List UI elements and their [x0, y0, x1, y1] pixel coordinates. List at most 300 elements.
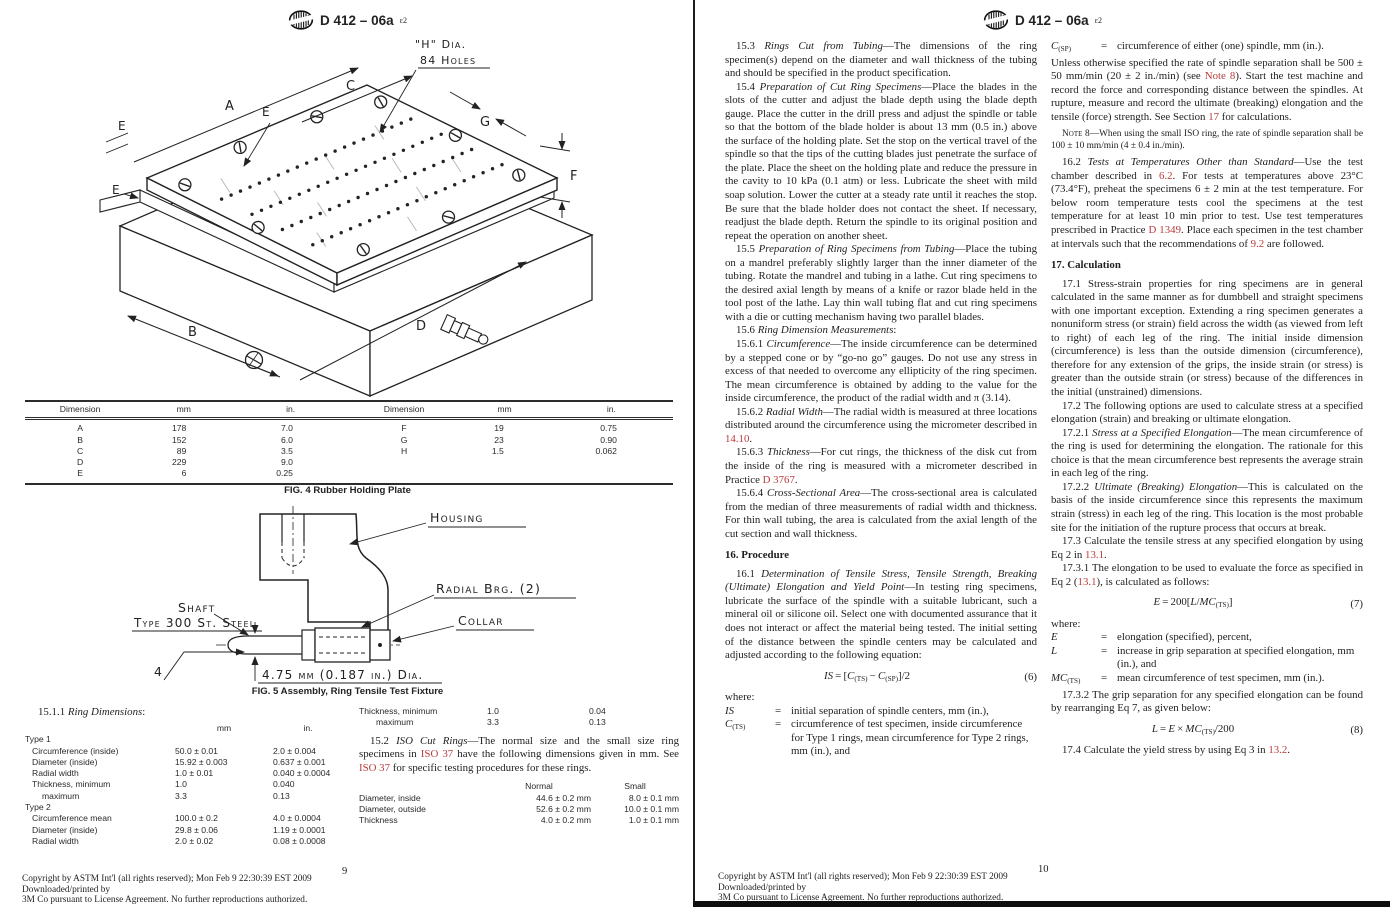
table-cell: 44.6 ± 0.2 mm — [536, 792, 591, 803]
page10-right-column — [1051, 40, 1363, 862]
text-segment: 17.1 Stress-strain properties for ring specimens are in general calculated in the same manner as for dumbbell and straight specimens with one important exception. Extending a ring specimen generates a nonuniform stress (or strain) field across the width (as viewed from left to right) of each leg of the ring. The initial inside dimension (circumference) is less than the outside dimension (circumference), therefore for any extension of the grips, the inside strain (or stress) is greater than the outside strain (or stress) because of the differences in the initial (unstrained) dimensions. — [1051, 277, 1363, 399]
table-cell: 29.8 ± 0.06 — [175, 824, 218, 835]
text-segment: = — [1157, 722, 1169, 735]
hole-dot — [281, 228, 284, 231]
dim-label-E3: E — [262, 105, 271, 119]
table-cell: Dimension — [25, 404, 135, 420]
table-cell — [349, 468, 459, 479]
hole-dot — [409, 117, 412, 120]
table-cell: 6 — [181, 468, 187, 479]
paragraph — [725, 691, 1037, 705]
copyright-line1: Copyright by ASTM Int'l (all rights reserved); Mon Feb 9 22:30:39 EST 2009 — [22, 874, 312, 884]
table-cell: A — [77, 423, 83, 434]
fig4-dimension-table — [25, 400, 673, 485]
dim-label-C: C — [346, 79, 357, 94]
text-segment: L — [1051, 644, 1058, 657]
text-segment: 17.2 The following options are used to calculate stress at a specified elongation (strain) and breaking or ultimate elongation. — [1051, 399, 1363, 426]
hole-dot — [326, 181, 329, 184]
paragraph — [725, 81, 1037, 244]
table-cell — [25, 723, 175, 734]
hole-dot — [317, 185, 320, 188]
text-segment: 17.2.2 — [1062, 480, 1095, 493]
shaft-label-line1: Shaft — [178, 600, 216, 615]
table-cell: 52.6 ± 0.2 mm — [536, 803, 591, 814]
text-segment: 17.3.1 The elongation to be used to evaluate the force as specified in Eq 2 ( — [1051, 562, 1363, 588]
surface-finish-number: 4 — [154, 664, 164, 679]
paragraph — [1051, 618, 1363, 632]
table-cell: 0.040 — [273, 779, 295, 790]
hole-dot — [328, 208, 331, 211]
section-heading: 17. Calculation — [1051, 259, 1121, 272]
text-segment: = 200[ — [1160, 596, 1191, 609]
text-segment: Determination of Tensile Stress, Tensile Strength, Breaking (Ultimate) Elongation and Yield Point — [725, 567, 1037, 594]
hole-dot — [300, 220, 303, 223]
table-cell: 1.0 — [175, 779, 187, 790]
text-segment: . — [794, 473, 798, 486]
text-segment: 17.3 Calculate the tensile stress at any specified elongation by using Eq 2 in — [1051, 535, 1363, 561]
table-cell: 0.13 — [273, 790, 290, 801]
hole-dot — [311, 243, 314, 246]
table-cell: Diameter, outside — [359, 803, 426, 814]
hole-dot — [343, 145, 346, 148]
front-face-screw — [246, 352, 263, 369]
screw-head — [234, 141, 246, 153]
definition-term — [1051, 631, 1101, 645]
text-segment: 15.6.3 — [736, 446, 768, 459]
paragraph — [725, 446, 1037, 487]
text-segment: 17.2.1 — [1062, 426, 1093, 439]
collar — [370, 630, 390, 660]
table-cell: 3.3 — [175, 790, 187, 801]
text-segment: × — [1174, 722, 1186, 735]
hole-callout-line2: 84 Holes — [420, 54, 477, 67]
text-segment: —The cross-sectional area is calculated from the median of three measurements of radial width and thickness. For thin wall tubing, the area is calculated from the axial length of the cut section and wall thickness. — [725, 487, 1037, 540]
screw-head — [357, 244, 369, 256]
hole-dot — [413, 172, 416, 175]
page9-header — [0, 10, 695, 30]
astm-logo — [288, 10, 314, 30]
table-cell: 3.5 — [281, 445, 293, 456]
page9-number: 9 — [342, 866, 348, 877]
screw-head — [449, 129, 461, 141]
definition-term — [1051, 672, 1101, 689]
hole-dot — [491, 167, 494, 170]
table-cell: 50.0 ± 0.01 — [175, 745, 218, 756]
copyright-line2: Downloaded/printed by — [22, 884, 111, 895]
table-cell: B — [77, 434, 83, 445]
text-segment: 15.5 — [736, 243, 759, 256]
hole-dot — [338, 204, 341, 207]
hole-dot — [415, 199, 418, 202]
standard-revision-sup: ε2 — [1094, 15, 1102, 25]
shaft-label-line2: Type 300 St. Steel — [134, 616, 256, 630]
table-cell: 0.040 ± 0.0004 — [273, 768, 331, 779]
ring-dimensions-continuation-table — [359, 706, 677, 729]
hole-dot — [481, 171, 484, 174]
hole-dot — [296, 165, 299, 168]
paragraph — [1051, 156, 1363, 251]
text-segment: Tests at Temperatures Other than Standard — [1087, 156, 1294, 169]
iso-cut-rings-paragraph — [359, 735, 679, 776]
text-segment: —Use the test chamber described in — [1051, 156, 1363, 182]
page10-header — [695, 10, 1390, 30]
text-segment: 17.3.2 The grip separation for any specified elongation can be found by rearranging Eq 7, as given below: — [1051, 688, 1363, 715]
text-segment: . For tests at temperatures above 23°C (73.4°F), preheat the specimens 6 ± 2 min at the test temperature. For below room temperature tests cool the specimens at the test temperature for at least 10 min prior to test. Use test temperatures prescribed in Practice — [1051, 169, 1363, 237]
table-cell: 0.637 ± 0.001 — [273, 756, 326, 767]
hole-dot — [305, 161, 308, 164]
paragraph — [725, 338, 1037, 406]
hole-dot — [319, 212, 322, 215]
paragraph — [1051, 427, 1363, 481]
hole-dot — [330, 235, 333, 238]
text-segment: Ultimate (Breaking) Elongation — [1094, 480, 1238, 493]
housing-leader — [350, 523, 426, 544]
table-cell: 0.90 — [600, 434, 617, 445]
table-cell: H — [400, 445, 408, 456]
hole-dot — [453, 183, 456, 186]
text-segment: 17 — [1208, 110, 1220, 123]
table-cell: F — [401, 423, 407, 434]
standard-revision-sup: ε2 — [399, 15, 407, 25]
text-segment: —The mean circumference of the ring is used for determining the elongation. The rationale for this choice is that the mean circumference best represents the average strain in each leg of the ring. — [1051, 426, 1363, 480]
paragraph — [1051, 744, 1363, 758]
hole-dot — [392, 153, 395, 156]
table-cell: D — [76, 457, 84, 468]
hole-dot — [356, 196, 359, 199]
text-segment: 16.1 — [736, 567, 762, 580]
page9-bottom-columns — [25, 706, 685, 847]
hole-dot — [423, 168, 426, 171]
table-cell: in. — [550, 404, 673, 420]
text-segment: 6.2 — [1158, 169, 1173, 182]
fig4-caption: FIG. 4 Rubber Holding Plate — [284, 485, 411, 496]
table-cell: Circumference mean — [32, 813, 112, 824]
text-segment: (TS) — [1201, 727, 1215, 736]
table-cell — [273, 734, 343, 745]
text-segment: D 3767 — [762, 473, 795, 486]
text-segment: increase in grip separation at specified elongation, mm (in.), and — [1117, 644, 1355, 671]
page10-footer — [718, 872, 1138, 904]
hole-dot — [258, 181, 261, 184]
hole-dot — [250, 213, 253, 216]
text-segment: have the following dimensions given in mm. See — [453, 748, 680, 761]
hole-dot — [400, 121, 403, 124]
text-segment: C — [725, 718, 733, 731]
table-cell: 0.04 — [589, 706, 606, 716]
table-cell: Radial width — [32, 768, 79, 779]
paragraph — [1051, 278, 1363, 400]
table-cell — [359, 781, 487, 792]
table-cell: 1.19 ± 0.0001 — [273, 824, 326, 835]
text-segment: E — [1168, 722, 1175, 735]
screw-head — [179, 179, 191, 191]
paragraph — [725, 406, 1037, 447]
paragraph — [1051, 535, 1363, 562]
text-segment: 15.4 — [736, 80, 760, 93]
equation — [1051, 596, 1363, 613]
hole-dot — [321, 239, 324, 242]
hole-dot — [366, 192, 369, 195]
hole-dot — [440, 133, 443, 136]
table-cell — [550, 468, 673, 479]
equation-number: (6) — [1024, 671, 1037, 684]
hole-dot — [390, 125, 393, 128]
table-cell: 3.3 — [487, 717, 499, 728]
text-segment: Stress at a Specified Elongation — [1092, 426, 1232, 439]
screw-head — [443, 211, 455, 223]
table-cell: 9.0 — [281, 457, 293, 468]
hole-dot — [354, 169, 357, 172]
hole-dot — [411, 145, 414, 148]
definition-term — [725, 705, 775, 719]
hole-dot — [394, 180, 397, 183]
hole-dot — [345, 173, 348, 176]
copyright-line2: Downloaded/printed by — [718, 882, 807, 893]
table-cell: 23 — [494, 434, 504, 445]
hole-dot — [288, 197, 291, 200]
text-segment: − — [867, 669, 878, 682]
paragraph — [725, 324, 1037, 338]
table-cell: 2.0 ± 0.02 — [175, 835, 214, 846]
hole-dot — [260, 209, 263, 212]
screw-head — [252, 221, 264, 233]
hole-dot — [430, 137, 433, 140]
text-segment: —Place the tubing on a mandrel preferably slightly larger than the inner diameter of the tubing. Rotate the mandrel and tubing in a lathe. Cut ring specimens to the desired axial length by means of a knife or razor blade held in the tool post of the lathe. Lay thin wall tubing flat and cut ring specimens with a die or cutting mechanism having two parallel blades. — [725, 243, 1037, 323]
copyright-line3: 3M Co pursuant to License Agreement. No further reproductions authorized. — [718, 893, 1004, 904]
standard-code: D 412 – 06a — [320, 12, 394, 28]
text-segment: ), is calculated as follows: — [1096, 575, 1210, 588]
table-cell: 0.062 — [595, 445, 617, 456]
text-segment: where: — [1051, 617, 1081, 630]
text-segment: (TS) — [732, 723, 746, 732]
equation-body — [1051, 596, 1335, 613]
text-segment: ] — [1228, 596, 1233, 609]
paragraph — [1051, 400, 1363, 427]
table-cell: 100.0 ± 0.2 — [175, 813, 218, 824]
hole-dot — [239, 189, 242, 192]
equation-number: (8) — [1350, 724, 1363, 737]
equals-sign: = — [775, 704, 782, 717]
equals-sign: = — [1101, 40, 1108, 52]
paragraph — [725, 243, 1037, 324]
paragraph — [725, 487, 1037, 541]
dim-tick-E1b — [106, 144, 128, 153]
text-segment: D 1349 — [1148, 224, 1181, 237]
equals-sign: = — [1101, 644, 1108, 657]
table-cell — [459, 468, 550, 479]
equation-number: (7) — [1350, 597, 1363, 610]
ring-dimensions-table — [25, 723, 343, 847]
hole-dot — [371, 133, 374, 136]
dim-label-A: A — [225, 99, 236, 114]
hole-dot — [267, 177, 270, 180]
standard-code: D 412 – 06a — [1015, 12, 1089, 28]
text-segment: Circumference — [766, 338, 831, 351]
table-cell: 178 — [172, 423, 187, 434]
fig5-drawing — [98, 502, 603, 690]
dim-label-E2: E — [112, 183, 121, 197]
text-segment: for specific testing procedures for these rings. — [390, 761, 592, 774]
copyright-line1: Copyright by ASTM Int'l (all rights reserved); Mon Feb 9 22:30:39 EST 2009 — [718, 872, 1008, 882]
text-segment: ISO Cut Rings — [396, 734, 468, 747]
section-heading: 16. Procedure — [725, 549, 790, 562]
page9-bottom-right-column — [359, 706, 679, 847]
dim-tick-E1a — [106, 133, 128, 142]
text-segment: Thickness — [767, 446, 810, 459]
fig4-drawing — [92, 30, 670, 400]
equation-body — [1051, 723, 1335, 740]
table-cell — [175, 802, 273, 813]
ring-dimensions-heading — [25, 706, 345, 718]
text-segment: . — [749, 432, 753, 445]
text-segment: (TS) — [854, 674, 868, 683]
table-cell: Type 1 — [25, 734, 51, 745]
text-segment: C — [1051, 40, 1059, 52]
hole-dot — [463, 179, 466, 182]
dim-tick-F1 — [540, 146, 570, 151]
hole-dot — [451, 156, 454, 159]
table-cell: Radial width — [32, 835, 79, 846]
text-segment: 15.3 — [736, 40, 765, 52]
text-segment: (TS) — [1215, 601, 1229, 610]
text-segment: E — [1153, 596, 1161, 609]
equals-sign: = — [1101, 631, 1108, 644]
text-segment: —The radial width is measured at three locations distributed around the circumference using the micrometer described in — [725, 405, 1037, 432]
equation — [725, 670, 1037, 687]
paragraph — [725, 568, 1037, 663]
iso-ring-dimensions-table — [359, 781, 679, 826]
table-cell: 8.0 ± 0.1 mm — [628, 792, 679, 803]
hole-dot — [290, 224, 293, 227]
collar-leader — [393, 626, 454, 641]
dim-label-D: D — [416, 319, 428, 334]
text-segment: ISO 37 — [420, 748, 454, 761]
table-cell: 229 — [172, 457, 187, 468]
table-cell: 1.0 — [487, 706, 499, 716]
text-segment: 13.1 — [1077, 575, 1097, 588]
table-cell — [349, 457, 459, 468]
hole-dot — [307, 189, 310, 192]
table-cell: Normal — [525, 781, 553, 792]
table-cell: E — [77, 468, 83, 479]
radial-brg-label: Radial Brg. (2) — [436, 581, 542, 596]
page-seam — [693, 0, 695, 907]
text-segment: 15.1.1 — [38, 706, 68, 718]
table-cell — [273, 802, 343, 813]
definition-text — [1117, 645, 1363, 672]
table-cell: 1.5 — [491, 445, 504, 456]
table-cell: 19 — [494, 423, 504, 434]
hole-dot — [396, 207, 399, 210]
text-segment: : — [142, 706, 146, 718]
table-cell: in. — [232, 404, 349, 420]
text-segment: where: — [725, 691, 755, 704]
text-segment: ]/2 — [898, 669, 911, 682]
text-segment: = [ — [833, 669, 848, 682]
hole-dot — [335, 177, 338, 180]
table-cell: 15.92 ± 0.003 — [175, 756, 228, 767]
table-cell: 0.25 — [276, 468, 293, 479]
equals-sign: = — [1101, 671, 1108, 684]
definition-term — [1051, 645, 1101, 672]
screw-head — [311, 111, 323, 123]
dim-label-G: G — [480, 115, 492, 130]
dim-label-F: F — [570, 169, 579, 184]
table-cell: Small — [624, 781, 646, 792]
copyright-line3: 3M Co pursuant to License Agreement. No further reproductions authorized. — [22, 895, 308, 906]
fig5-caption: FIG. 5 Assembly, Ring Tensile Test Fixture — [251, 686, 444, 697]
text-segment: . Place each specimen in the test chamber at intervals such that the recommendations of — [1051, 224, 1363, 250]
table-cell — [459, 457, 550, 468]
hole-dot — [472, 175, 475, 178]
definition-term — [1051, 40, 1101, 57]
definition-text — [1117, 40, 1363, 57]
table-cell: G — [400, 434, 408, 445]
text-segment: 17.4 Calculate the yield stress by using Eq 3 in — [1062, 744, 1269, 757]
text-segment: 15.6.4 — [736, 487, 767, 500]
text-segment: 16.2 — [1062, 156, 1088, 169]
dim-arrow-G2 — [496, 119, 526, 136]
hole-dot — [269, 205, 272, 208]
table-cell: mm — [216, 723, 232, 733]
text-segment: IS — [725, 704, 735, 717]
table-cell: C — [76, 445, 84, 456]
text-segment: ). Start the test machine and record the force and corresponding distance between the spindles. At rupture, measure and record the ultimate (breaking) elongation and the tensile (force) strength. See Section — [1051, 70, 1363, 123]
table-cell: Thickness, minimum — [359, 706, 438, 716]
hole-dot — [229, 193, 232, 196]
hole-dot — [362, 137, 365, 140]
text-segment: MC — [1185, 722, 1202, 735]
paragraph — [1051, 689, 1363, 716]
text-segment: —In testing ring specimens, lubricate the surface of the spindle with a suitable lubricant, such a mineral oil or silicone oil. Select one with documented assurance that it does not interact or affect the material being tested. The initial setting of the distance between the spindle centers may be calculated and adjusted according to the following equation: — [725, 581, 1037, 662]
collar-label: Collar — [458, 613, 504, 628]
hole-dot — [385, 184, 388, 187]
text-segment: E — [1051, 631, 1058, 644]
text-segment: Rings Cut from Tubing — [764, 40, 883, 52]
text-segment: 14.10 — [725, 432, 750, 445]
equation-body — [725, 670, 1009, 687]
text-segment: MC — [1051, 671, 1068, 684]
astm-logo — [983, 10, 1009, 30]
table-cell: Diameter, inside — [359, 792, 421, 803]
text-segment: MC — [1199, 596, 1216, 609]
page9-bottom-left-column — [25, 706, 345, 847]
hole-dot — [402, 149, 405, 152]
dia-label: 4.75 mm (0.187 in.) Dia. — [262, 668, 424, 682]
table-cell: 1.0 ± 0.1 mm — [628, 815, 679, 826]
definition-text — [791, 718, 1037, 759]
text-segment: elongation (specified), percent, — [1117, 631, 1252, 644]
table-cell: in. — [303, 723, 313, 733]
hole-dot — [434, 191, 437, 194]
text-segment: . — [1104, 548, 1107, 561]
definition-row — [725, 718, 1037, 759]
text-segment: ISO 37 — [359, 761, 391, 774]
page10-number: 10 — [1038, 864, 1049, 875]
hole-dot — [315, 157, 318, 160]
shaft — [228, 636, 312, 654]
hole-dot — [347, 200, 350, 203]
hole-dot — [358, 223, 361, 226]
text-segment: L — [1151, 722, 1158, 735]
paragraph — [1051, 57, 1363, 125]
dim-arrow-G1 — [450, 92, 480, 109]
text-segment: —For cut rings, the thickness of the disk cut from the inside of the ring is measured with a micrometer described in Practice — [725, 446, 1037, 486]
text-segment: /200 — [1214, 722, 1235, 735]
text-segment: (SP) — [885, 674, 898, 683]
table-cell: 4.0 ± 0.2 mm — [540, 815, 591, 826]
hole-dot — [404, 176, 407, 179]
